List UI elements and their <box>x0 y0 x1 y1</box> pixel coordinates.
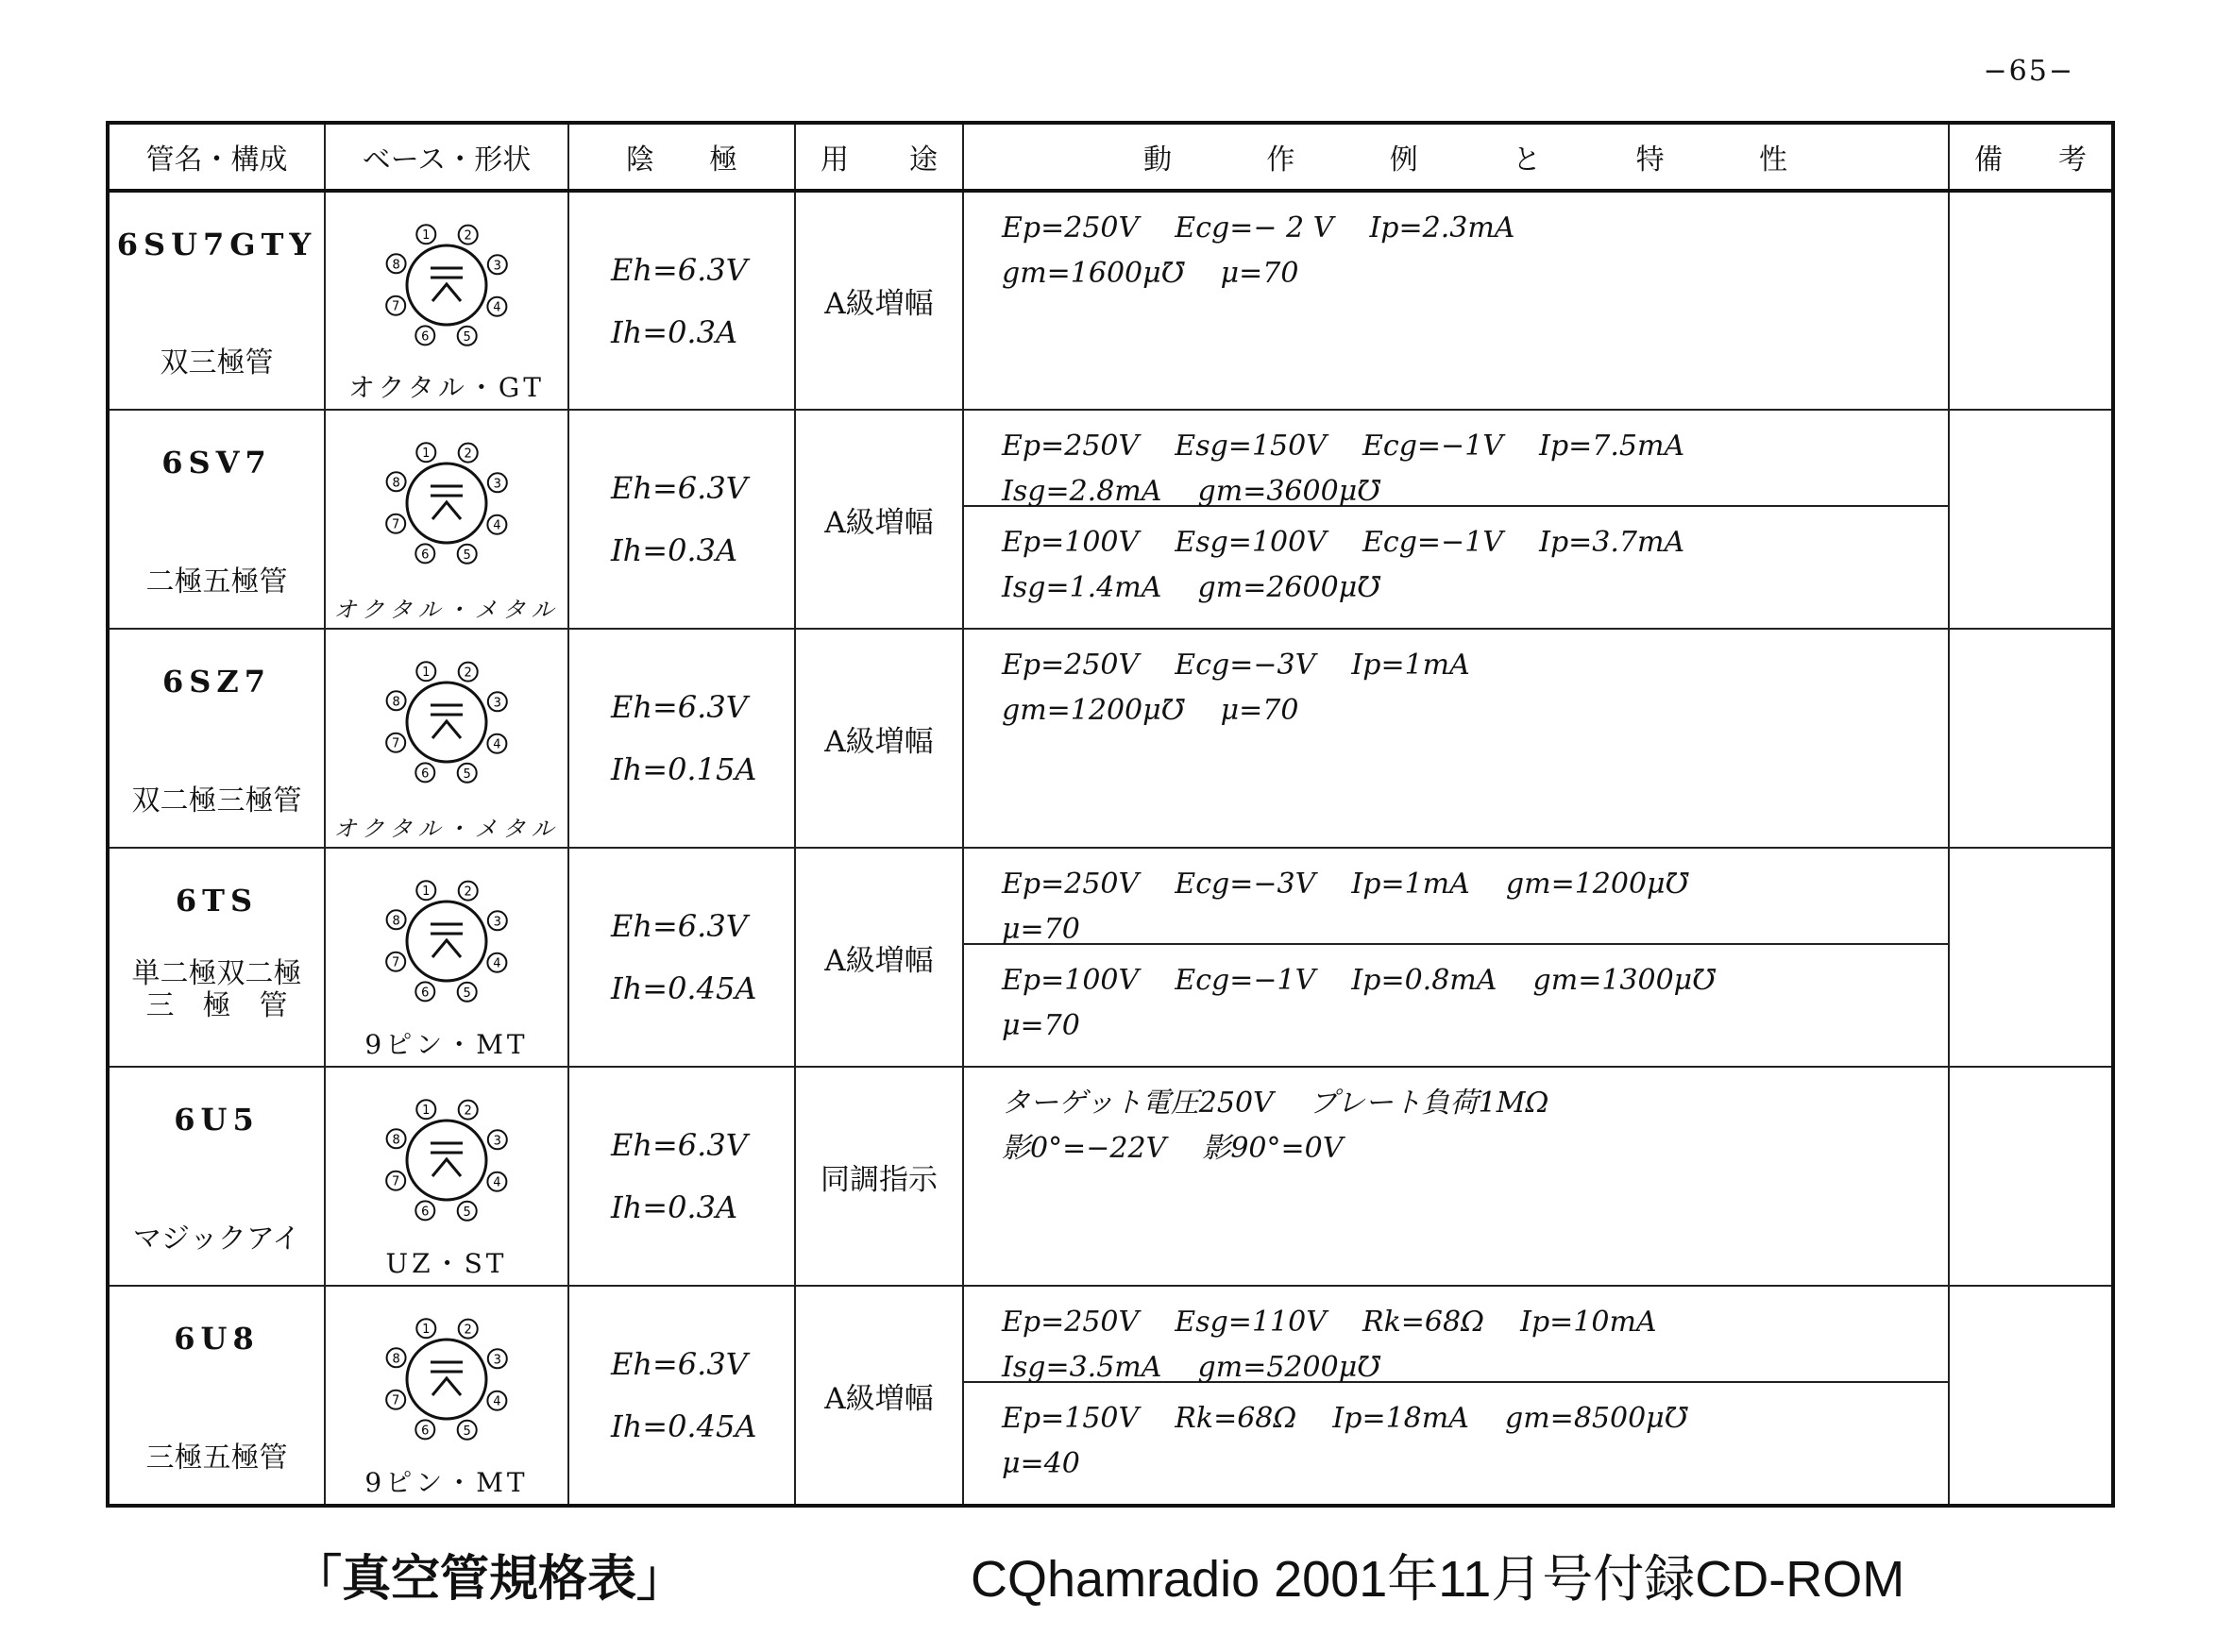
header-name: 管名・構成 <box>108 123 325 191</box>
base-type: UZ・ST <box>385 1248 508 1279</box>
svg-text:1: 1 <box>422 447 431 462</box>
tube-spec-table <box>106 121 2115 1508</box>
svg-text:2: 2 <box>464 1323 472 1338</box>
tube-name-cell <box>108 629 325 848</box>
operation-line: Ep=250V Ecg=−3V Ip=1mA gm=1200μ℧ <box>1002 868 1689 901</box>
tube-name: 6SV7 <box>161 445 272 480</box>
cathode-cell <box>568 410 795 629</box>
svg-text:4: 4 <box>493 737 501 752</box>
tube-name-cell <box>108 1067 325 1286</box>
heater-voltage: Eh=6.3V <box>611 908 748 944</box>
operation-line: Isg=3.5mA gm=5200μ℧ <box>1002 1351 1381 1384</box>
tube-kind: 三極五極管 <box>145 1441 288 1475</box>
tube-kind: 単二極双二極 三 極 管 <box>131 957 302 1022</box>
svg-text:2: 2 <box>464 666 472 681</box>
svg-text:7: 7 <box>392 299 400 314</box>
header-cathode: 陰 極 <box>568 123 795 191</box>
cathode-cell <box>568 1286 795 1506</box>
svg-text:7: 7 <box>392 736 400 751</box>
pin-diagram-icon <box>376 649 517 790</box>
tube-kind: 双三極管 <box>160 346 274 379</box>
heater-current: Ih=0.15A <box>611 751 757 787</box>
svg-text:7: 7 <box>392 517 400 532</box>
heater-current: Ih=0.3A <box>611 532 738 568</box>
use-cell: 同調指示 <box>795 1067 963 1286</box>
table-row <box>108 848 2113 1067</box>
operation-cell <box>963 629 1949 848</box>
tube-name-cell <box>108 191 325 410</box>
tube-kind: 双二極三極管 <box>131 784 302 818</box>
pin-diagram-icon <box>376 1087 517 1228</box>
operation-example <box>964 507 1948 628</box>
svg-text:6: 6 <box>421 548 430 563</box>
base-type: オクタル・メタル <box>333 816 560 842</box>
pin-diagram-icon <box>376 211 517 353</box>
operation-example <box>964 849 1948 945</box>
svg-text:4: 4 <box>493 300 501 315</box>
svg-text:8: 8 <box>392 1133 400 1148</box>
page-number: −65− <box>1983 55 2074 88</box>
remarks-cell <box>1949 1067 2113 1286</box>
heater-current: Ih=0.45A <box>611 1408 757 1444</box>
table-header-row <box>108 123 2113 191</box>
svg-text:1: 1 <box>422 1104 431 1119</box>
svg-text:6: 6 <box>421 329 430 345</box>
operation-line: Ep=100V Esg=100V Ecg=−1V Ip=3.7mA <box>1002 526 1685 559</box>
tube-name-cell <box>108 1286 325 1506</box>
base-type: 9ピン・MT <box>364 1029 529 1060</box>
operation-example <box>964 1383 1948 1504</box>
base-cell <box>325 848 568 1067</box>
operation-line: Ep=250V Ecg=−3V Ip=1mA <box>1002 649 1470 682</box>
tube-name: 6SU7GTY <box>116 227 317 262</box>
heater-voltage: Eh=6.3V <box>611 470 748 506</box>
svg-text:1: 1 <box>422 885 431 900</box>
use-cell: A級増幅 <box>795 410 963 629</box>
base-cell <box>325 410 568 629</box>
svg-text:8: 8 <box>392 1352 400 1367</box>
svg-text:8: 8 <box>392 695 400 710</box>
base-cell <box>325 1286 568 1506</box>
svg-text:5: 5 <box>463 1205 471 1220</box>
svg-text:3: 3 <box>493 477 501 492</box>
svg-text:6: 6 <box>421 767 430 782</box>
operation-line: ターゲット電圧250V プレート負荷1MΩ <box>1002 1087 1549 1120</box>
use-cell: A級増幅 <box>795 848 963 1067</box>
operation-line: Ep=250V Ecg=− 2 V Ip=2.3mA <box>1002 211 1515 244</box>
header-remarks: 備 考 <box>1949 123 2113 191</box>
heater-voltage: Eh=6.3V <box>611 1346 748 1382</box>
operation-line: 影0°=−22V 影90°=0V <box>1002 1132 1344 1165</box>
heater-current: Ih=0.3A <box>611 1189 738 1225</box>
pin-diagram-icon <box>376 430 517 571</box>
operation-line: Isg=1.4mA gm=2600μ℧ <box>1002 571 1381 604</box>
svg-text:2: 2 <box>464 885 472 900</box>
operation-line: gm=1200μ℧ μ=70 <box>1002 694 1299 727</box>
operation-line: μ=70 <box>1002 913 1080 946</box>
svg-text:5: 5 <box>463 548 471 563</box>
cathode-cell <box>568 1067 795 1286</box>
footer-title: 「真空管規格表」 <box>293 1551 686 1608</box>
svg-text:2: 2 <box>464 228 472 244</box>
operation-example <box>964 945 1948 1066</box>
remarks-cell <box>1949 191 2113 410</box>
operation-cell <box>963 848 1949 1067</box>
cathode-cell <box>568 848 795 1067</box>
use-cell: A級増幅 <box>795 191 963 410</box>
heater-voltage: Eh=6.3V <box>611 1127 748 1163</box>
tube-name: 6SZ7 <box>162 664 271 700</box>
base-type: オクタル・メタル <box>333 597 560 623</box>
use-cell: A級増幅 <box>795 1286 963 1506</box>
tube-name-cell <box>108 848 325 1067</box>
cathode-cell <box>568 629 795 848</box>
svg-text:7: 7 <box>392 1174 400 1189</box>
header-operation: 動 作 例 と 特 性 <box>963 123 1949 191</box>
svg-text:2: 2 <box>464 447 472 462</box>
table-row <box>108 191 2113 410</box>
heater-current: Ih=0.45A <box>611 970 757 1006</box>
table-row <box>108 1286 2113 1506</box>
svg-text:6: 6 <box>421 1205 430 1220</box>
base-cell <box>325 191 568 410</box>
operation-line: Ep=100V Ecg=−1V Ip=0.8mA gm=1300μ℧ <box>1002 964 1717 997</box>
remarks-cell <box>1949 848 2113 1067</box>
operation-example <box>964 630 1948 733</box>
svg-text:8: 8 <box>392 476 400 491</box>
svg-text:5: 5 <box>463 767 471 782</box>
tube-name: 6U8 <box>174 1321 260 1357</box>
svg-text:8: 8 <box>392 258 400 273</box>
base-cell <box>325 1067 568 1286</box>
svg-text:3: 3 <box>493 696 501 711</box>
cathode-cell <box>568 191 795 410</box>
svg-text:5: 5 <box>463 1424 471 1439</box>
svg-text:7: 7 <box>392 955 400 970</box>
operation-line: Ep=250V Esg=110V Rk=68Ω Ip=10mA <box>1002 1306 1657 1339</box>
operation-line: Isg=2.8mA gm=3600μ℧ <box>1002 475 1381 508</box>
svg-text:6: 6 <box>421 986 430 1001</box>
operation-example <box>964 193 1948 296</box>
operation-example <box>964 411 1948 507</box>
svg-text:1: 1 <box>422 1323 431 1338</box>
base-type: 9ピン・MT <box>364 1467 529 1498</box>
heater-voltage: Eh=6.3V <box>611 251 748 288</box>
use-cell: A級増幅 <box>795 629 963 848</box>
footer-source: CQhamradio 2001年11月号付録CD-ROM <box>971 1551 1905 1608</box>
operation-example <box>964 1287 1948 1383</box>
tube-name: 6U5 <box>174 1102 260 1138</box>
remarks-cell <box>1949 410 2113 629</box>
remarks-cell <box>1949 1286 2113 1506</box>
operation-cell <box>963 191 1949 410</box>
tube-name: 6TS <box>175 883 259 919</box>
heater-voltage: Eh=6.3V <box>611 689 748 725</box>
operation-line: Ep=150V Rk=68Ω Ip=18mA gm=8500μ℧ <box>1002 1402 1688 1435</box>
operation-cell <box>963 1067 1949 1286</box>
operation-cell <box>963 1286 1949 1506</box>
operation-line: gm=1600μ℧ μ=70 <box>1002 257 1299 290</box>
base-type: オクタル・GT <box>348 372 545 403</box>
svg-text:4: 4 <box>493 1394 501 1409</box>
svg-text:1: 1 <box>422 228 431 244</box>
operation-example <box>964 1068 1948 1172</box>
svg-text:2: 2 <box>464 1104 472 1119</box>
base-cell <box>325 629 568 848</box>
remarks-cell <box>1949 629 2113 848</box>
svg-text:5: 5 <box>463 986 471 1001</box>
tube-kind: 二極五極管 <box>145 565 288 598</box>
svg-text:4: 4 <box>493 518 501 533</box>
tube-name-cell <box>108 410 325 629</box>
header-base: ベース・形状 <box>325 123 568 191</box>
pin-diagram-icon <box>376 1306 517 1447</box>
table-row <box>108 410 2113 629</box>
operation-line: Ep=250V Esg=150V Ecg=−1V Ip=7.5mA <box>1002 430 1685 463</box>
svg-text:8: 8 <box>392 914 400 929</box>
table-row <box>108 1067 2113 1286</box>
header-use: 用 途 <box>795 123 963 191</box>
operation-cell <box>963 410 1949 629</box>
svg-text:1: 1 <box>422 666 431 681</box>
table-row <box>108 629 2113 848</box>
operation-line: μ=40 <box>1002 1447 1080 1480</box>
heater-current: Ih=0.3A <box>611 313 738 350</box>
svg-text:5: 5 <box>463 329 471 345</box>
svg-text:3: 3 <box>493 1353 501 1368</box>
svg-text:4: 4 <box>493 1175 501 1190</box>
svg-text:3: 3 <box>493 1134 501 1149</box>
svg-text:3: 3 <box>493 259 501 274</box>
pin-diagram-icon <box>376 868 517 1009</box>
svg-text:6: 6 <box>421 1424 430 1439</box>
svg-text:3: 3 <box>493 915 501 930</box>
svg-text:4: 4 <box>493 956 501 971</box>
operation-line: μ=70 <box>1002 1009 1080 1042</box>
svg-text:7: 7 <box>392 1393 400 1408</box>
tube-kind: マジックアイ <box>132 1222 301 1256</box>
